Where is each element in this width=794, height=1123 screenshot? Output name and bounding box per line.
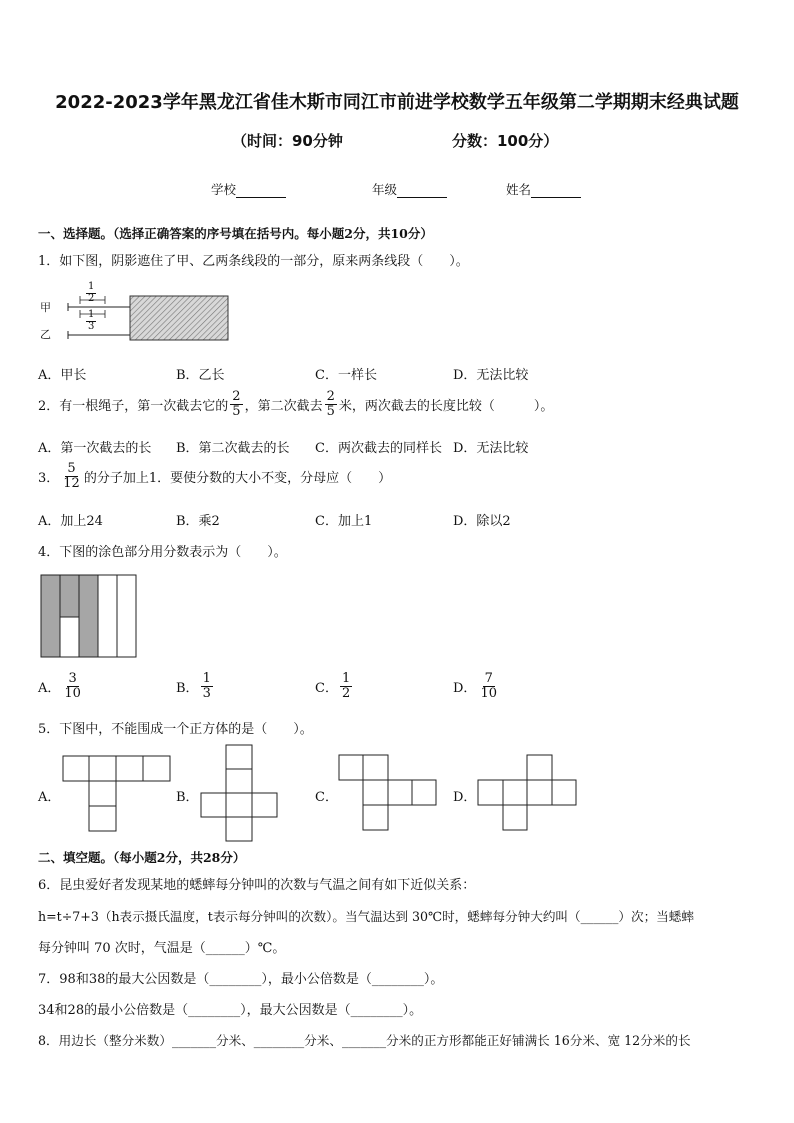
q5-net-d [478, 755, 580, 833]
q3-option-a[interactable]: A．加上24 [38, 514, 103, 529]
frac-denominator: 2 [88, 292, 95, 304]
grade-field [372, 180, 447, 198]
frac-denominator: 3 [88, 320, 95, 332]
frac-numerator: 2 [326, 389, 335, 404]
q3-option-d[interactable]: D．除以2 [453, 514, 511, 529]
q3-text-2: 的分子加上1．要使分数的大小不变，分母应（ ） [83, 470, 392, 486]
frac-numerator: 1 [88, 281, 95, 292]
q5-net-b [201, 745, 279, 843]
frac-numerator: 5 [67, 461, 76, 476]
q5-stem: 5．下图中，不能围成一个正方体的是（ ）。 [38, 722, 313, 737]
frac-denominator: 2 [341, 685, 351, 701]
q1-label-yi: 乙 [40, 328, 51, 341]
q1-stem: 1．如下图，阴影遮住了甲、乙两条线段的一部分，原来两条线段（ ）。 [38, 254, 469, 269]
frac-denominator: 3 [202, 685, 211, 701]
q7-line-1: 7．98和38的最大公因数是（________），最小公倍数是（________）。 [38, 972, 444, 987]
q3-option-b[interactable]: B．乘2 [176, 514, 220, 529]
frac-numerator: 1 [88, 309, 95, 320]
q2-text-3: 米，两次截去的长度比较（ ）。 [338, 398, 554, 414]
q2-stem [38, 390, 553, 418]
name-field [506, 180, 581, 198]
q5-net-a [63, 756, 173, 832]
q1-option-a[interactable]: A．甲长 [38, 368, 87, 383]
q3-stem [38, 462, 391, 490]
grade-label: 年级 [372, 182, 398, 197]
option-label: D． [453, 680, 477, 696]
frac-numerator: 7 [484, 671, 493, 686]
q1-frac-yi [84, 310, 98, 332]
q1-option-b[interactable]: B．乙长 [176, 368, 225, 383]
q2-option-d[interactable]: D．无法比较 [453, 441, 529, 456]
q2-option-c[interactable]: C．两次截去的同样长 [315, 441, 442, 456]
school-label: 学校 [211, 182, 237, 197]
q2-fraction-1 [230, 390, 242, 418]
q2-text-2: ，第二次截去 [244, 398, 323, 414]
q1-segment-figure [40, 282, 240, 344]
q4-option-d[interactable] [453, 672, 501, 700]
section-1-heading: 一、选择题。（选择正确答案的序号填在括号内。每小题2分，共10分） [38, 226, 433, 241]
section-2-heading: 二、填空题。（每小题2分，共28分） [38, 850, 246, 865]
q3-text-1: 3． [38, 470, 60, 486]
q2-fraction-2 [325, 390, 337, 418]
q1-label-jia: 甲 [40, 301, 51, 314]
q1-frac-jia [84, 282, 98, 304]
page-title: 2022-2023学年黑龙江省佳木斯市同江市前进学校数学五年级第二学期期末经典试题 [55, 92, 739, 113]
frac-denominator: 10 [480, 685, 497, 701]
option-label: C． [315, 680, 338, 696]
name-label: 姓名 [506, 182, 532, 197]
q8-line-1: 8．用边长（整分米数）_______分米、________分米、_______分米的正方形都能正好铺满长 16分米、宽 12分米的长 [38, 1033, 691, 1048]
frac-denominator: 5 [326, 403, 335, 419]
q3-option-c[interactable]: C．加上1 [315, 514, 373, 529]
school-field [211, 180, 286, 198]
frac-numerator: 2 [232, 389, 241, 404]
q2-option-a[interactable]: A．第一次截去的长 [38, 441, 152, 456]
name-blank[interactable] [531, 183, 581, 198]
q5-option-b[interactable]: B． [176, 790, 199, 805]
q5-option-c[interactable]: C． [315, 790, 338, 805]
q7-line-2: 34和28的最小公倍数是（________），最大公因数是（________）。 [38, 1003, 423, 1018]
q4-option-a[interactable] [38, 672, 85, 700]
frac-numerator: 1 [202, 671, 211, 686]
frac-numerator: 3 [68, 671, 77, 686]
grade-blank[interactable] [397, 183, 447, 198]
q5-net-c [339, 755, 439, 833]
exam-score: 分数：100分） [452, 132, 559, 150]
q6-line-1: 6．昆虫爱好者发现某地的蟋蟀每分钟叫的次数与气温之间有如下近似关系： [38, 878, 476, 893]
q2-text-1: 2．有一根绳子，第一次截去它的 [38, 398, 229, 414]
q1-option-c[interactable]: C．一样长 [315, 368, 377, 383]
frac-denominator: 5 [232, 403, 241, 419]
q1-option-d[interactable]: D．无法比较 [453, 368, 529, 383]
q2-option-b[interactable]: B．第二次截去的长 [176, 441, 290, 456]
q6-line-2: h=t÷7+3（h表示摄氏温度，t表示每分钟叫的次数）。当气温达到 30℃时，蟋蟀每分钟大约叫（______）次；当蟋蟀 [38, 909, 694, 924]
exam-time: （时间：90分钟 [232, 132, 343, 150]
frac-denominator: 12 [63, 475, 80, 491]
school-blank[interactable] [236, 183, 286, 198]
q3-fraction [61, 462, 82, 490]
option-label: A． [38, 680, 61, 696]
q5-option-d[interactable]: D． [453, 790, 477, 805]
q4-option-b[interactable] [176, 672, 215, 700]
q4-stem: 4．下图的涂色部分用分数表示为（ ）。 [38, 545, 287, 560]
option-label: B． [176, 680, 199, 696]
q4-shaded-grid-figure [41, 575, 137, 659]
q4-option-c[interactable] [315, 672, 354, 700]
q5-option-a[interactable]: A． [38, 790, 61, 805]
frac-numerator: 1 [341, 671, 351, 686]
q6-line-3: 每分钟叫 70 次时，气温是（______）℃。 [38, 941, 286, 956]
frac-denominator: 10 [64, 685, 81, 701]
